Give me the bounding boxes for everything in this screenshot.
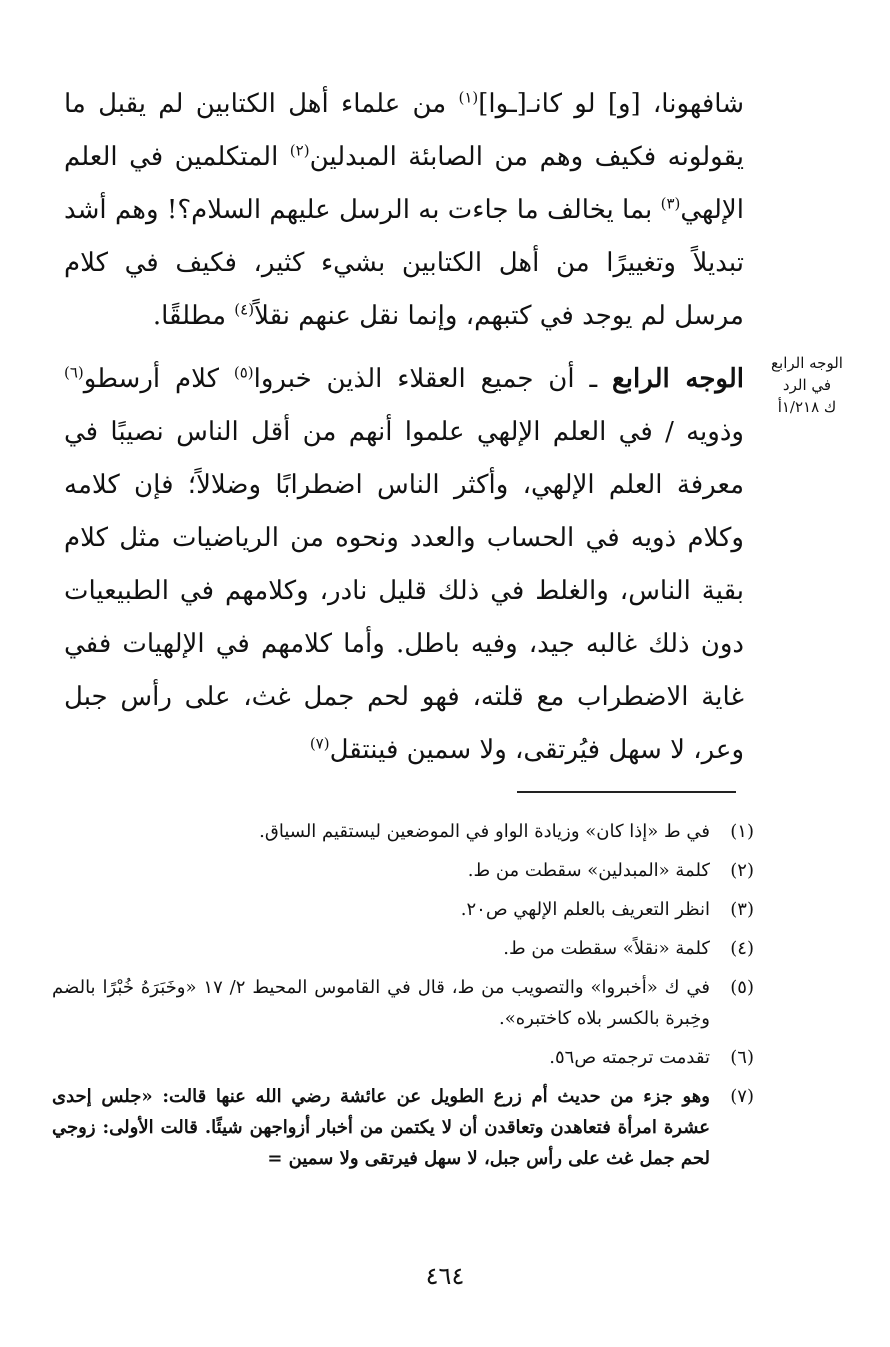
paragraph-2 xyxy=(64,353,744,777)
section-heading: الوجه الرابع xyxy=(611,364,744,394)
margin-note-line-2: في الرد xyxy=(782,376,832,394)
paragraph-1-text-e: مطلقًا. xyxy=(152,301,235,331)
footnotes xyxy=(52,816,754,1182)
footnote-ref-2: (٢) xyxy=(289,141,310,160)
footnote-ref-7: (٧) xyxy=(309,734,330,753)
footnote-ref-3: (٣) xyxy=(660,194,681,213)
footnote-separator xyxy=(517,791,736,793)
paragraph-1 xyxy=(64,78,744,343)
footnote-number: (٧) xyxy=(730,1086,754,1107)
footnote-number: (٢) xyxy=(730,860,754,881)
footnote-text: وهو جزء من حديث أم زرع الطويل عن عائشة رضي الله عنها قالت: «جلس إحدى عشرة امرأة فتعاهدن وتعاقدن أن لا يكتمن من أخبار أزواجهن شيئًا. قالت الأولى: زوجي لحم جمل غث على رأس جبل، لا سهل فيرتقى ولا سمين = xyxy=(52,1086,710,1169)
footnote-item xyxy=(52,1042,754,1073)
paragraph-2-text-c: وذويه / في العلم الإلهي علموا أنهم من أقل الناس نصيبًا في معرفة العلم الإلهي، وأكثر الناس اضطرابًا وضلالاً؛ فإن كلامه وكلام ذويه في الحساب والعدد ونحوه من الرياضيات مثل كلام بقية الناس، والغلط في ذلك قليل نادر، وكلامهم في الطبيعيات دون ذلك غالبه جيد، وفيه باطل. وأما كلامهم في الإلهيات ففي غاية الاضطراب مع قلته، فهو لحم جمل غث، على رأس جبل وعر، لا سهل فيُرتقى، ولا سمين فينتقل xyxy=(64,417,744,765)
footnote-number: (٤) xyxy=(730,938,754,959)
page-number: ٤٦٤ xyxy=(425,1262,465,1290)
paragraph-1-text-b: من علماء أهل الكتابين لم يقبل ما يقولونه فكيف وهم من الصابئة المبدلين xyxy=(64,89,745,172)
footnote-text: انظر التعريف بالعلم الإلهي ص٢٠. xyxy=(460,899,710,920)
margin-note-line-1: الوجه الرابع xyxy=(771,354,843,372)
main-text xyxy=(64,78,744,777)
footnote-text: كلمة «المبدلين» سقطت من ط. xyxy=(467,860,710,881)
footnote-ref-6: (٦) xyxy=(64,363,84,382)
footnote-ref-5: (٥) xyxy=(233,363,254,382)
footnote-item xyxy=(52,1081,754,1174)
footnote-item xyxy=(52,933,754,964)
footnote-number: (٥) xyxy=(730,977,754,998)
margin-note-line-3: ك ١/٢١٨أ xyxy=(777,398,837,416)
footnote-text: في ط «إذا كان» وزيادة الواو في الموضعين ليستقيم السياق. xyxy=(259,821,710,842)
footnote-ref-4: (٤) xyxy=(234,300,255,319)
footnote-text: تقدمت ترجمته ص٥٦. xyxy=(549,1047,710,1068)
footnote-item xyxy=(52,855,754,886)
footnote-text: في ك «أخبروا» والتصويب من ط، قال في القاموس المحيط ٢/ ١٧ «وخَبَرَهُ خُبْرًا بالضم وخِبرة بالكسر بلاه كاختبره». xyxy=(52,977,710,1029)
footnote-number: (٣) xyxy=(730,899,754,920)
footnote-item xyxy=(52,894,754,925)
paragraph-2-text-b: كلام أرسطو xyxy=(83,364,234,394)
footnote-text: كلمة «نقلاً» سقطت من ط. xyxy=(503,938,710,959)
footnote-number: (٦) xyxy=(730,1047,754,1068)
paragraph-1-text-c: المتكلمين في العلم الإلهي xyxy=(64,142,744,225)
footnote-ref-1: (١) xyxy=(458,88,479,107)
margin-note xyxy=(758,352,856,418)
paragraph-2-text-a: ـ أن جميع العقلاء الذين خبروا xyxy=(253,364,612,394)
paragraph-1-text-d: بما يخالف ما جاءت به الرسل عليهم السلام؟! وهم أشد تبديلاً وتغييرًا من أهل الكتابين بشيء كثير، فكيف في كلام مرسل لم يوجد في كتبهم، وإنما نقل عنهم نقلاً xyxy=(64,195,744,331)
paragraph-1-text-a: شافهونا، [و] لو كانـ[ـوا] xyxy=(478,89,744,119)
footnote-number: (١) xyxy=(730,821,754,842)
footnote-item xyxy=(52,972,754,1034)
footnote-item xyxy=(52,816,754,847)
